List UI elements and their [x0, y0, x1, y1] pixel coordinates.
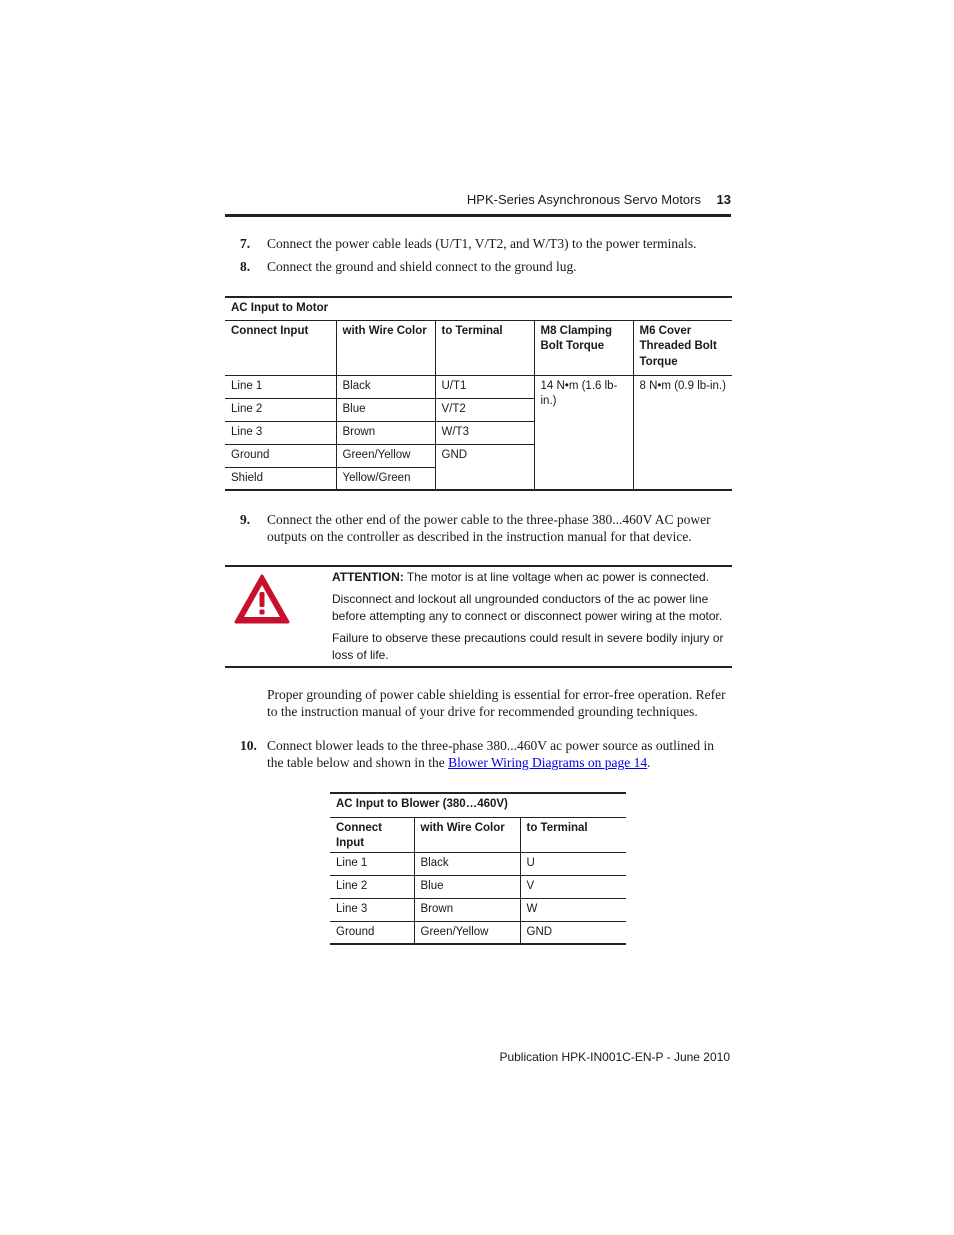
step-text-after: . [647, 755, 651, 770]
column-header: to Terminal [520, 817, 626, 852]
m6-torque-cell: 8 N•m (0.9 lb-in.) [633, 375, 732, 490]
step-number: 7. [240, 236, 251, 251]
table-cell: U [520, 852, 626, 875]
step-text: Connect the ground and shield connect to the ground lug. [267, 259, 577, 274]
table-cell: Brown [414, 898, 520, 921]
attention-line: The motor is at line voltage when ac power is connected. [403, 570, 710, 584]
page-number: 13 [716, 192, 731, 207]
table-row [330, 921, 626, 944]
table-cell: Blue [414, 875, 520, 898]
table-cell: Green/Yellow [414, 921, 520, 944]
table-caption: AC Input to Motor [225, 297, 732, 320]
table-cell: Ground [330, 921, 414, 944]
table-cell: Green/Yellow [336, 444, 435, 467]
motor-table [225, 296, 732, 491]
table-cell: GND [435, 444, 534, 490]
step-number: 8. [240, 259, 251, 274]
table-cell: Line 3 [225, 421, 336, 444]
grounding-paragraph: Proper grounding of power cable shielding is essential for error-free operation. Refer to the instruction manual of your drive for recommended grounding techniques. [267, 687, 726, 719]
blower-table [330, 792, 626, 945]
column-header: with Wire Color [414, 817, 520, 852]
table-row [225, 375, 732, 398]
table-cell: Line 1 [330, 852, 414, 875]
table-cell: Blue [336, 398, 435, 421]
table-cell: Shield [225, 467, 336, 490]
m8-torque-cell: 14 N•m (1.6 lb-in.) [534, 375, 633, 490]
table-row [330, 875, 626, 898]
table-cell: W/T3 [435, 421, 534, 444]
table-row [330, 852, 626, 875]
step-number: 9. [240, 512, 251, 527]
table-cell: Brown [336, 421, 435, 444]
column-header: Connect Input [225, 320, 336, 375]
table-cell: Line 2 [330, 875, 414, 898]
table-cell: Yellow/Green [336, 467, 435, 490]
table-cell: Ground [225, 444, 336, 467]
table-cell: Line 1 [225, 375, 336, 398]
column-header: M8 Clamping Bolt Torque [534, 320, 633, 375]
table-cell: Black [414, 852, 520, 875]
attention-paragraph: Failure to observe these precautions could result in severe bodily injury or loss of life. [332, 631, 724, 662]
step-text: Connect the power cable leads (U/T1, V/T2, and W/T3) to the power terminals. [267, 236, 697, 251]
attention-box [225, 565, 732, 668]
table-caption: AC Input to Blower (380…460V) [330, 793, 626, 817]
page-header [225, 190, 731, 217]
step-text [267, 737, 732, 771]
table-cell: U/T1 [435, 375, 534, 398]
table-row [330, 898, 626, 921]
table-cell: GND [520, 921, 626, 944]
step-text: Connect the other end of the power cable to the three-phase 380...460V AC power outputs on the controller as described in the instruction manual for that device. [267, 512, 711, 544]
step-number: 10. [240, 738, 257, 753]
step-text-before: Connect blower leads to the three-phase 380...460V ac power source as outlined in the table below and shown in the [267, 738, 714, 770]
table-cell: Black [336, 375, 435, 398]
table-cell: W [520, 898, 626, 921]
table-cell: Line 2 [225, 398, 336, 421]
column-header: Connect Input [330, 817, 414, 852]
column-header: with Wire Color [336, 320, 435, 375]
attention-paragraph: Disconnect and lockout all ungrounded conductors of the ac power line before attempting any to connect or disconnect power wiring at the motor. [332, 592, 723, 623]
column-header: M6 Cover Threaded Bolt Torque [633, 320, 732, 375]
table-cell: V/T2 [435, 398, 534, 421]
header-title: HPK-Series Asynchronous Servo Motors [466, 192, 701, 207]
table-cell: V [520, 875, 626, 898]
column-header: to Terminal [435, 320, 534, 375]
attention-label: ATTENTION: [332, 570, 404, 584]
warning-triangle-icon [233, 573, 291, 625]
table-cell: Line 3 [330, 898, 414, 921]
publication-footer: Publication HPK-IN001C-EN-P - June 2010 [499, 1050, 730, 1064]
blower-wiring-link[interactable]: Blower Wiring Diagrams on page 14 [448, 755, 648, 770]
